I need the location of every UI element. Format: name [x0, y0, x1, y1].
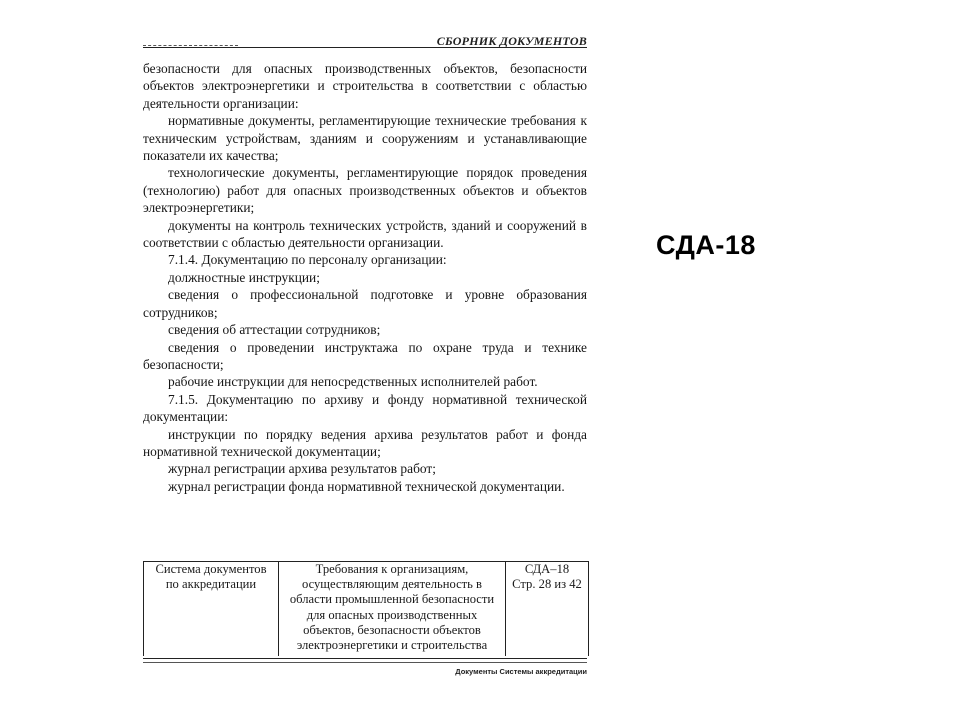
body-paragraph: журнал регистрации архива результатов работ;: [168, 461, 436, 477]
body-paragraph: журнал регистрации фонда нормативной технической документации.: [168, 478, 565, 494]
section-heading-7-1-5: 7.1.5. Документацию по архиву и фонду нормативной технической документации:: [143, 391, 587, 425]
stamp-requirements-line: области промышленной безопасности: [289, 592, 495, 607]
body-paragraph: должностные инструкции;: [168, 269, 320, 285]
stamp-requirements-line: объектов, безопасности объектов: [303, 622, 481, 637]
stamp-requirements-line: электроэнергетики и строительства: [296, 638, 488, 653]
body-paragraph: сведения о профессиональной подготовке и уровне образования сотрудников;: [143, 287, 587, 320]
section-heading-7-1-4: 7.1.4. Документацию по персоналу организации:: [168, 252, 447, 268]
document-code-label: СДА-18: [656, 230, 756, 260]
footer-text: Документы Системы аккредитации: [455, 667, 587, 676]
stamp-code-cell: [506, 562, 589, 657]
body-paragraph: безопасности для опасных производственных объектов, безопасности объектов электроэнергетики и строительства в соответствии с областью деятельности организации:: [143, 61, 587, 111]
stamp-system-cell: [144, 562, 279, 657]
stamp-requirements-line: для опасных производственных: [306, 607, 478, 622]
stamp-system-line: по аккредитации: [165, 577, 257, 592]
body-paragraph: технологические документы, регламентирующие порядок проведения (технологию) работ для опасных производственных объектов и объектов электроэнергетики;: [143, 165, 587, 216]
body-paragraph: нормативные документы, регламентирующие технические требования к техническим устройствам, зданиям и сооружениям и устанавливающие показатели их качества;: [143, 113, 587, 164]
body-paragraph: инструкции по порядку ведения архива результатов работ и фонда нормативной технической документации;: [143, 426, 587, 459]
document-stamp-table: [143, 561, 589, 656]
body-paragraph: сведения об аттестации сотрудников;: [168, 322, 381, 338]
header-title: СБОРНИК ДОКУМЕНТОВ: [436, 34, 587, 48]
body-paragraph: рабочие инструкции для непосредственных исполнителей работ.: [168, 374, 538, 390]
stamp-code: СДА–18: [524, 562, 570, 576]
stamp-page-number: Стр. 28 из 42: [512, 577, 582, 592]
stamp-requirements-line: Требования к организациям,: [315, 562, 469, 576]
header-dash-rule: [143, 45, 238, 46]
stamp-requirements-line: осуществляющим деятельность в: [301, 577, 483, 592]
footer-rule: [143, 658, 587, 659]
body-paragraph: сведения о проведении инструктажа по охране труда и технике безопасности;: [143, 339, 587, 372]
footer-rule-thin: [143, 662, 587, 663]
stamp-requirements-cell: [279, 562, 506, 657]
body-text: [143, 60, 587, 495]
stamp-system-line: Система документов: [155, 562, 267, 576]
body-paragraph: документы на контроль технических устройств, зданий и сооружений в соответствии с областью деятельности организации.: [143, 217, 587, 251]
